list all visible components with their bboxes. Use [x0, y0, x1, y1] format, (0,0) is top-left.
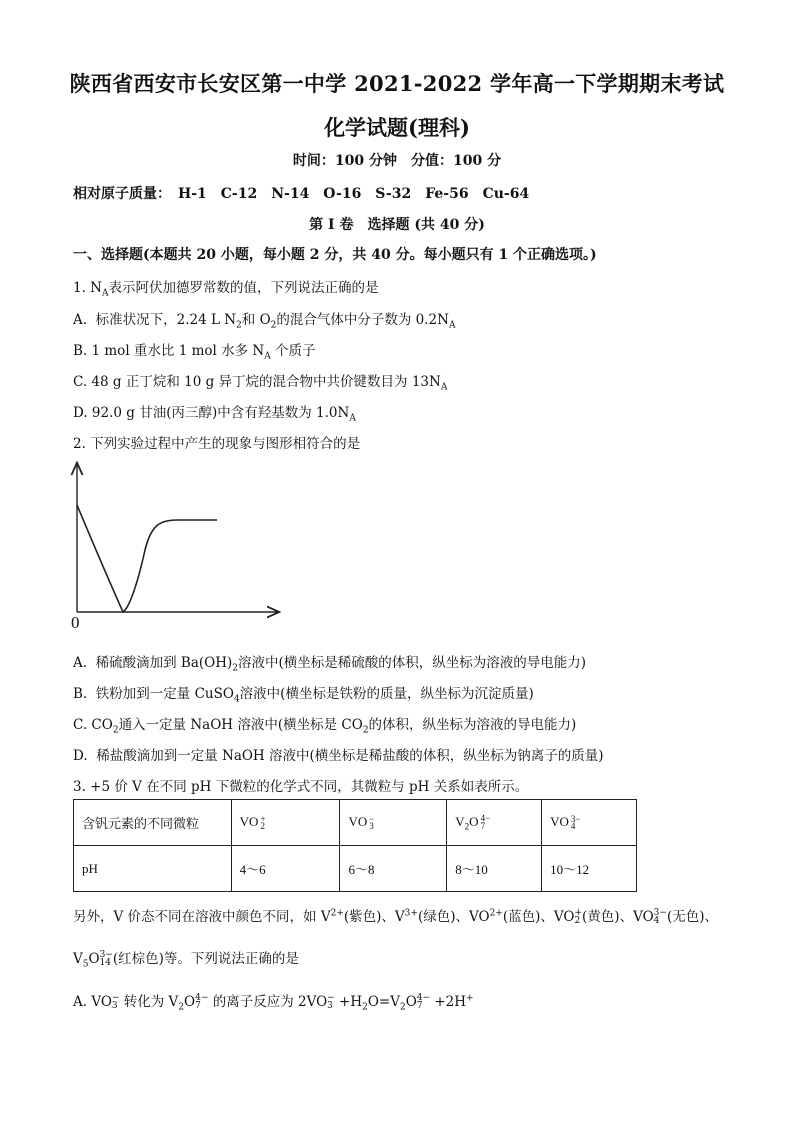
- page-title: 陕西省西安市长安区第一中学 2021-2022 学年高一下学期期末考试: [69, 71, 725, 96]
- table-row: [74, 800, 637, 846]
- q2-graph: [65, 458, 285, 638]
- table-cell: VO − 3: [340, 800, 447, 846]
- vanadium-table: [73, 799, 637, 892]
- table-cell: pH: [74, 846, 232, 892]
- graph-curve: [77, 505, 217, 612]
- q2-option-a: A. 稀硫酸滴加到 $Ba(OH)_2$溶液中(横坐标是稀硫酸的体积，纵坐标为溶液的导电能力): [73, 655, 587, 674]
- table-cell: 8～10: [447, 846, 542, 892]
- table-cell: VO + 2: [231, 800, 340, 846]
- table-row: [74, 846, 637, 892]
- q1-option-a: A. 标准状况下，2.24 L $N_2$和 $O_2$的混合气体中分子数为 $0.2N_A$: [73, 312, 456, 331]
- q3-option-a: A. VO− 3 转化为 $V_2O4-$ 7 的离子反应为 2VO− $3 +H_2O=V_2O4-$ 7 +2H+: [73, 992, 474, 1013]
- q2-stem: 2. 下列实验过程中产生的现象与图形相符合的是: [73, 436, 361, 452]
- q2-option-c: C. $CO_2$通入一定量 NaOH 溶液中(横坐标是 $CO_2$的体积，纵坐标为溶液的导电能力): [73, 717, 577, 736]
- q3-extra-line1: 另外，V 价态不同在溶液中颜色不同，如 $V^{2+}$(紫色)、$V^{3+}$(绿色)、$VO^{2+}$(蓝色)、VO+ 2 (黄色)、VO3− 4 (无色)、: [73, 907, 718, 926]
- table-cell: VO 3− 4: [542, 800, 637, 846]
- q1-option-b: B. 1 mol 重水比 1 mol 水多 $N_A$ 个质子: [73, 343, 316, 362]
- q3-stem: 3. +5 价 V 在不同 pH 下微粒的化学式不同，其微粒与 pH 关系如表所示。: [73, 779, 529, 795]
- table-cell: $V_2O$ 4− 7: [447, 800, 542, 846]
- table-cell: 4～6: [231, 846, 340, 892]
- page-subtitle: 化学试题(理科): [324, 115, 470, 140]
- table-cell: 含钒元素的不同微粒: [74, 800, 232, 846]
- q2-option-d: D. 稀盐酸滴加到一定量 NaOH 溶液中(横坐标是稀盐酸的体积，纵坐标为钠离子的质量): [73, 748, 604, 764]
- graph-origin-label: 0: [71, 613, 80, 632]
- q1-option-d: D. 92.0 g 甘油(丙三醇)中含有羟基数为 $1.0N_A$: [73, 405, 356, 424]
- atomic-masses-line: 相对原子质量： H-1 C-12 N-14 O-16 S-32 Fe-56 Cu-64: [73, 186, 530, 202]
- table-cell: 10～12: [542, 846, 637, 892]
- time-score-line: 时间：100 分钟 分值：100 分: [292, 153, 502, 169]
- section-heading: 第 I 卷 选择题 (共 40 分): [309, 217, 485, 233]
- table-cell: 6～8: [340, 846, 447, 892]
- q3-extra-line2: $V_5O3-$ 14 (红棕色)等。下列说法正确的是: [73, 949, 299, 970]
- q2-option-b: B. 铁粉加到一定量 CuSO$_4$溶液中(横坐标是铁粉的质量，纵坐标为沉淀质量): [73, 686, 534, 705]
- q1-stem: 1. $N_A$表示阿伏加德罗常数的值，下列说法正确的是: [73, 280, 379, 299]
- part-heading: 一、选择题(本题共 20 小题，每小题 2 分，共 40 分。每小题只有 1 个正确选项。): [73, 247, 597, 263]
- q1-option-c: C. 48 g 正丁烷和 10 g 异丁烷的混合物中共价键数目为 $13N_A$: [73, 374, 448, 393]
